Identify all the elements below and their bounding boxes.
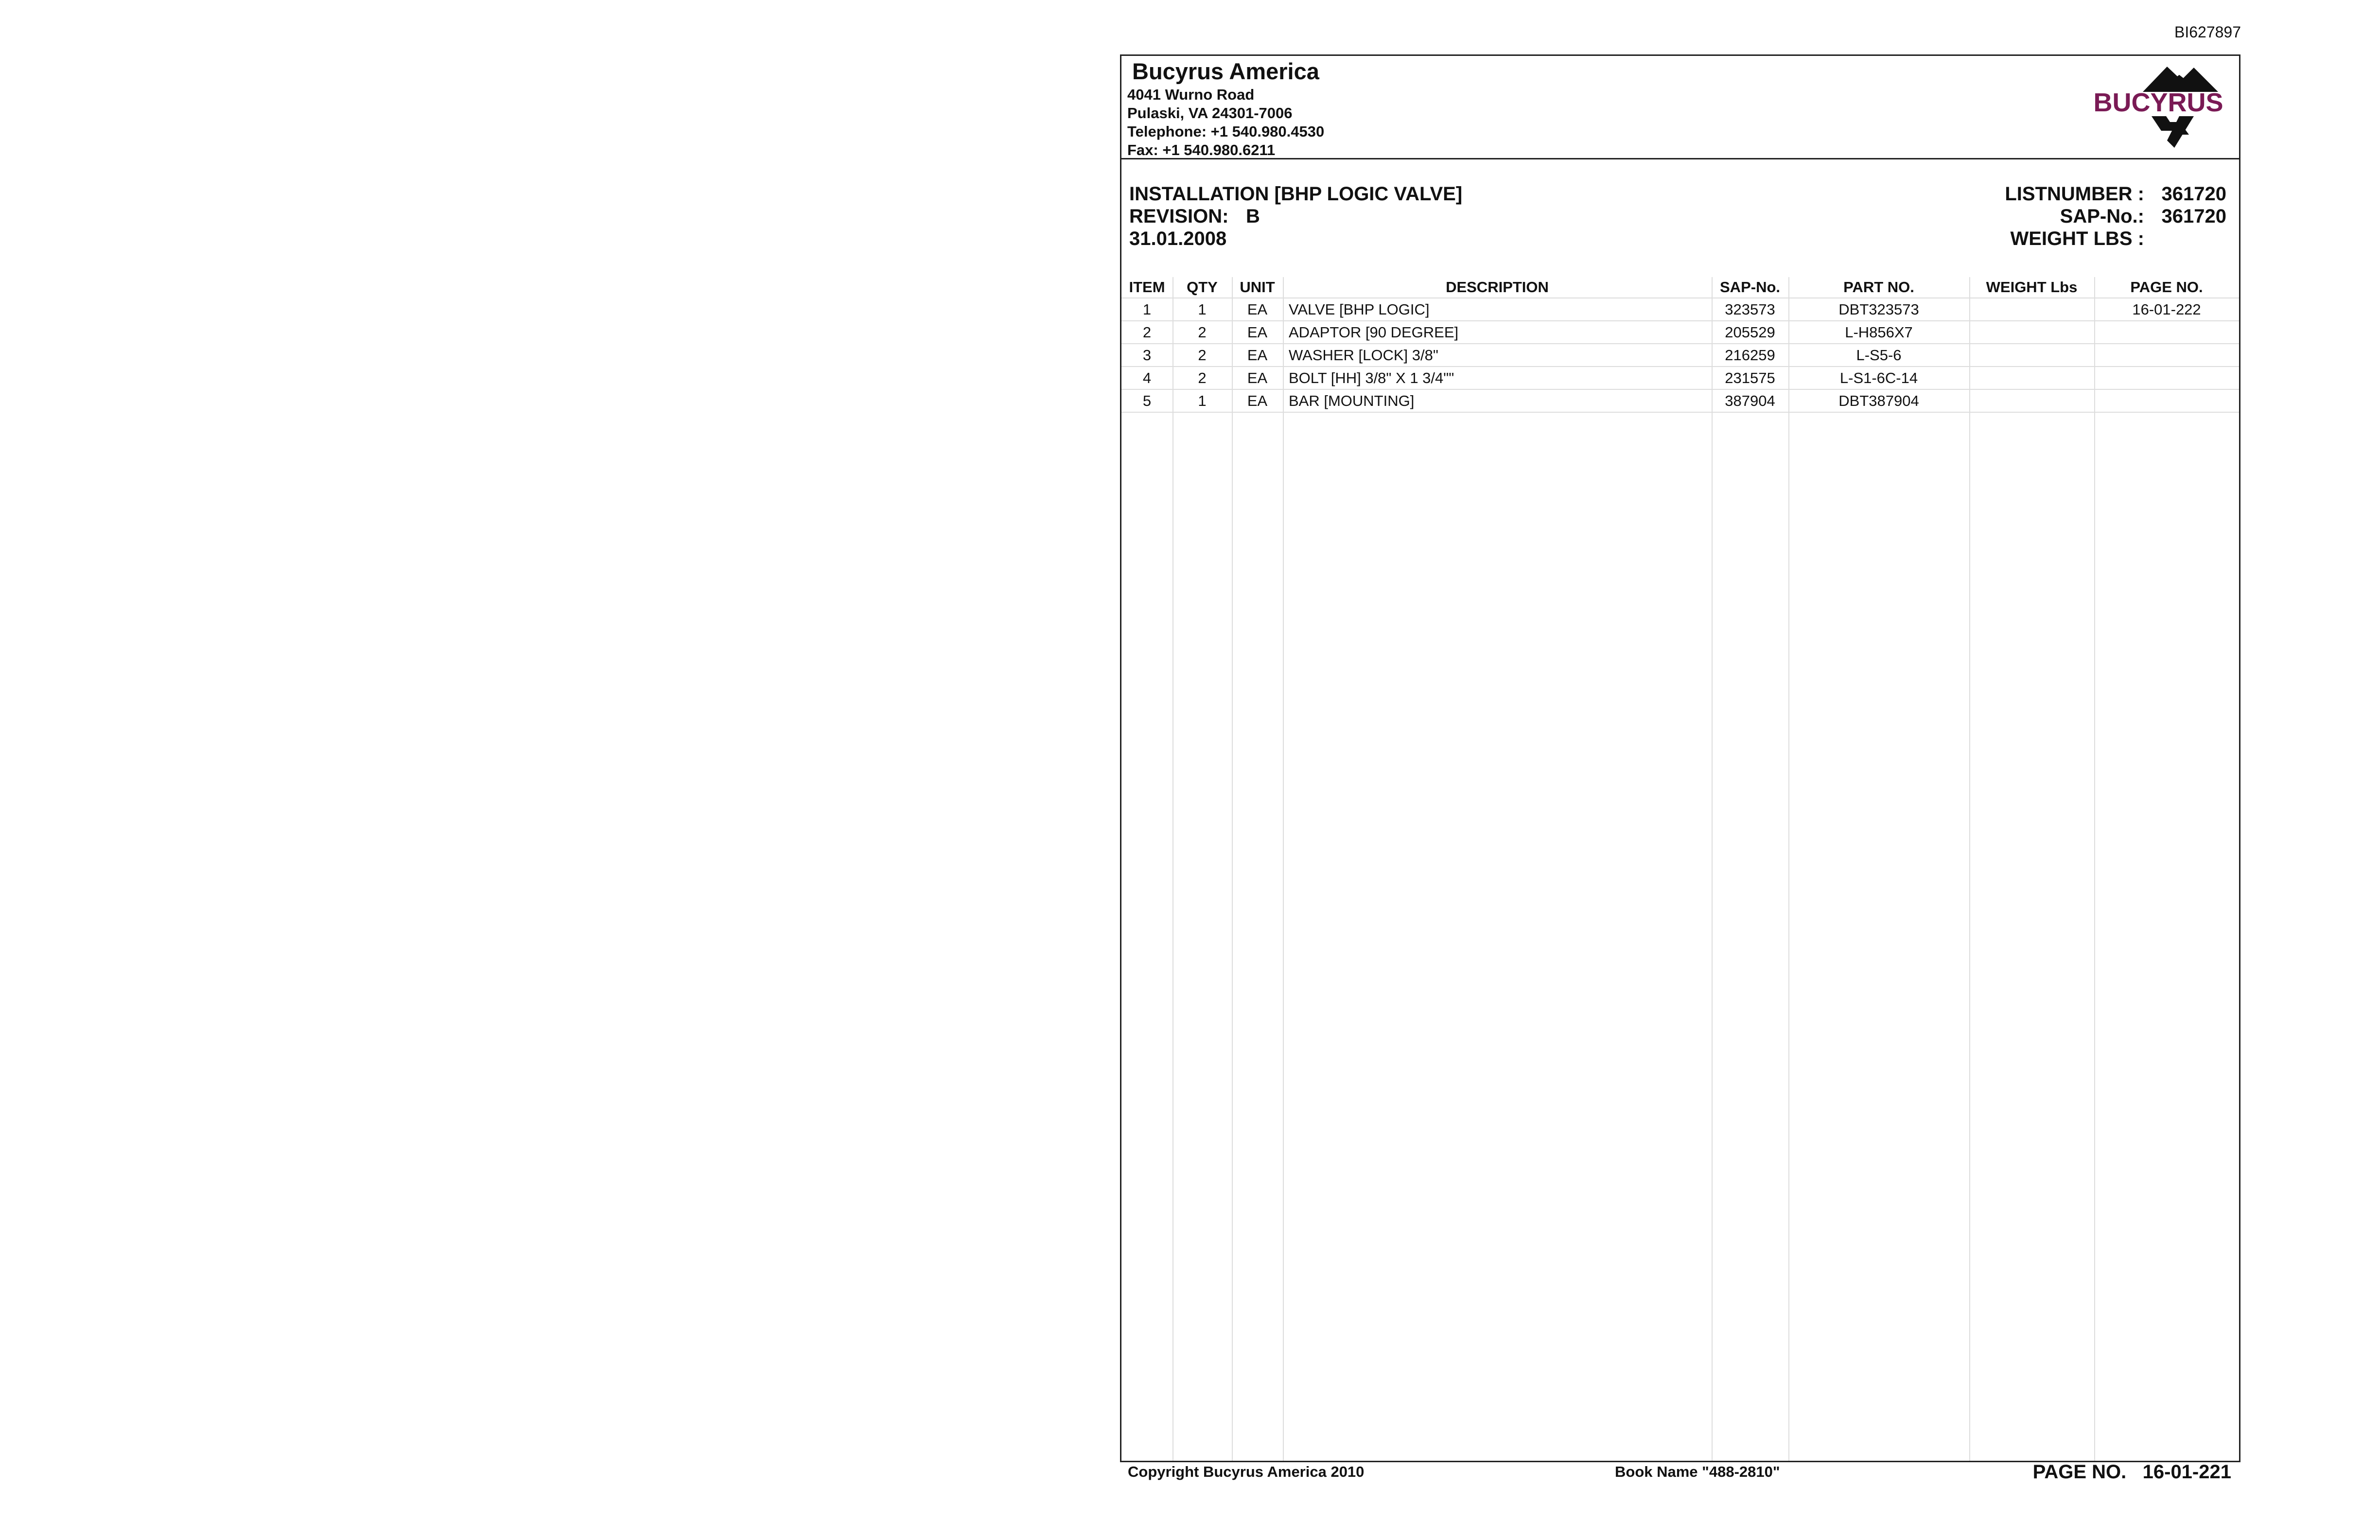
cell-sap-no: 205529 — [1712, 321, 1788, 344]
page-number-value: 16-01-221 — [2142, 1461, 2231, 1483]
column-header-sap-no: SAP-No. — [1712, 277, 1788, 298]
cell-description: VALVE [BHP LOGIC] — [1283, 298, 1712, 321]
cell-sap-no: 387904 — [1712, 389, 1788, 412]
cell-page-no[interactable]: 16-01-222 — [2094, 298, 2239, 321]
cell-page-no — [2094, 389, 2239, 412]
cell-item: 3 — [1121, 344, 1172, 367]
cell-qty: 2 — [1172, 344, 1232, 367]
table-row — [1121, 367, 2239, 389]
cell-description: BOLT [HH] 3/8" X 1 3/4"" — [1283, 367, 1712, 389]
address-line: Pulaski, VA 24301-7006 — [1127, 105, 1293, 122]
column-divider — [1232, 277, 1233, 1461]
company-header — [1121, 56, 2239, 159]
listnumber-label: LISTNUMBER : — [2005, 183, 2144, 205]
cell-part-no: L-H856X7 — [1788, 321, 1969, 344]
column-divider — [1969, 277, 1970, 1461]
cell-item: 2 — [1121, 321, 1172, 344]
column-header-unit: UNIT — [1232, 277, 1283, 298]
fax: Fax: +1 540.980.6211 — [1127, 141, 1276, 158]
weight-label: WEIGHT LBS : — [2010, 228, 2144, 249]
cell-page-no — [2094, 321, 2239, 344]
table-row — [1121, 344, 2239, 367]
cell-item: 1 — [1121, 298, 1172, 321]
sap-label: SAP-No.: — [2060, 206, 2144, 227]
cell-sap-no: 231575 — [1712, 367, 1788, 389]
copyright-notice: Copyright Bucyrus America 2010 — [1128, 1463, 1365, 1480]
cell-sap-no: 323573 — [1712, 298, 1788, 321]
cell-weight — [1969, 344, 2094, 367]
table-row — [1121, 298, 2239, 321]
column-header-weight: WEIGHT Lbs — [1969, 277, 2094, 298]
cell-part-no: L-S1-6C-14 — [1788, 367, 1969, 389]
cell-part-no: DBT323573 — [1788, 298, 1969, 321]
revision-label: REVISION: — [1129, 206, 1229, 227]
book-name: Book Name "488-2810" — [1615, 1463, 1780, 1480]
document-date: 31.01.2008 — [1129, 228, 1227, 249]
cell-weight — [1969, 321, 2094, 344]
cell-weight — [1969, 389, 2094, 412]
column-divider — [1283, 277, 1284, 1461]
cell-weight — [1969, 367, 2094, 389]
cell-page-no — [2094, 367, 2239, 389]
column-header-part-no: PART NO. — [1788, 277, 1969, 298]
cell-unit: EA — [1232, 298, 1283, 321]
column-header-description: DESCRIPTION — [1283, 277, 1712, 298]
column-divider — [1788, 277, 1789, 1461]
company-name: Bucyrus America — [1132, 58, 1319, 84]
cell-item: 4 — [1121, 367, 1172, 389]
parts-list-sheet — [1120, 54, 2240, 1462]
column-header-item: ITEM — [1121, 277, 1172, 298]
telephone: Telephone: +1 540.980.4530 — [1127, 123, 1325, 140]
column-divider — [2094, 277, 2095, 1461]
bucyrus-logo — [2089, 63, 2230, 155]
cell-page-no — [2094, 344, 2239, 367]
cell-description: BAR [MOUNTING] — [1283, 389, 1712, 412]
table-row — [1121, 389, 2239, 412]
table-row — [1121, 321, 2239, 344]
column-divider — [1172, 277, 1173, 1461]
sap-value: 361720 — [2161, 206, 2226, 227]
cell-item: 5 — [1121, 389, 1172, 412]
column-header-page-no: PAGE NO. — [2094, 277, 2239, 298]
document-id: BI627897 — [2174, 23, 2241, 41]
cell-part-no: L-S5-6 — [1788, 344, 1969, 367]
page-number — [2027, 1461, 2231, 1483]
logo-text: BUCYRUS — [2093, 88, 2223, 117]
page-number-label: PAGE NO. — [2032, 1461, 2127, 1483]
cell-unit: EA — [1232, 389, 1283, 412]
cell-description: WASHER [LOCK] 3/8" — [1283, 344, 1712, 367]
listnumber-value: 361720 — [2161, 183, 2226, 205]
cell-qty: 1 — [1172, 389, 1232, 412]
cell-qty: 2 — [1172, 367, 1232, 389]
column-divider — [1712, 277, 1713, 1461]
cell-part-no: DBT387904 — [1788, 389, 1969, 412]
cell-description: ADAPTOR [90 DEGREE] — [1283, 321, 1712, 344]
cell-qty: 2 — [1172, 321, 1232, 344]
cell-qty: 1 — [1172, 298, 1232, 321]
table-header-row — [1121, 277, 2239, 298]
cell-unit: EA — [1232, 367, 1283, 389]
assembly-title: INSTALLATION [BHP LOGIC VALVE] — [1129, 183, 1463, 205]
cell-weight — [1969, 298, 2094, 321]
parts-table — [1121, 277, 2239, 413]
cell-unit: EA — [1232, 321, 1283, 344]
cell-unit: EA — [1232, 344, 1283, 367]
cell-sap-no: 216259 — [1712, 344, 1788, 367]
revision-value: B — [1246, 206, 1260, 227]
address-line: 4041 Wurno Road — [1127, 86, 1255, 103]
column-header-qty: QTY — [1172, 277, 1232, 298]
